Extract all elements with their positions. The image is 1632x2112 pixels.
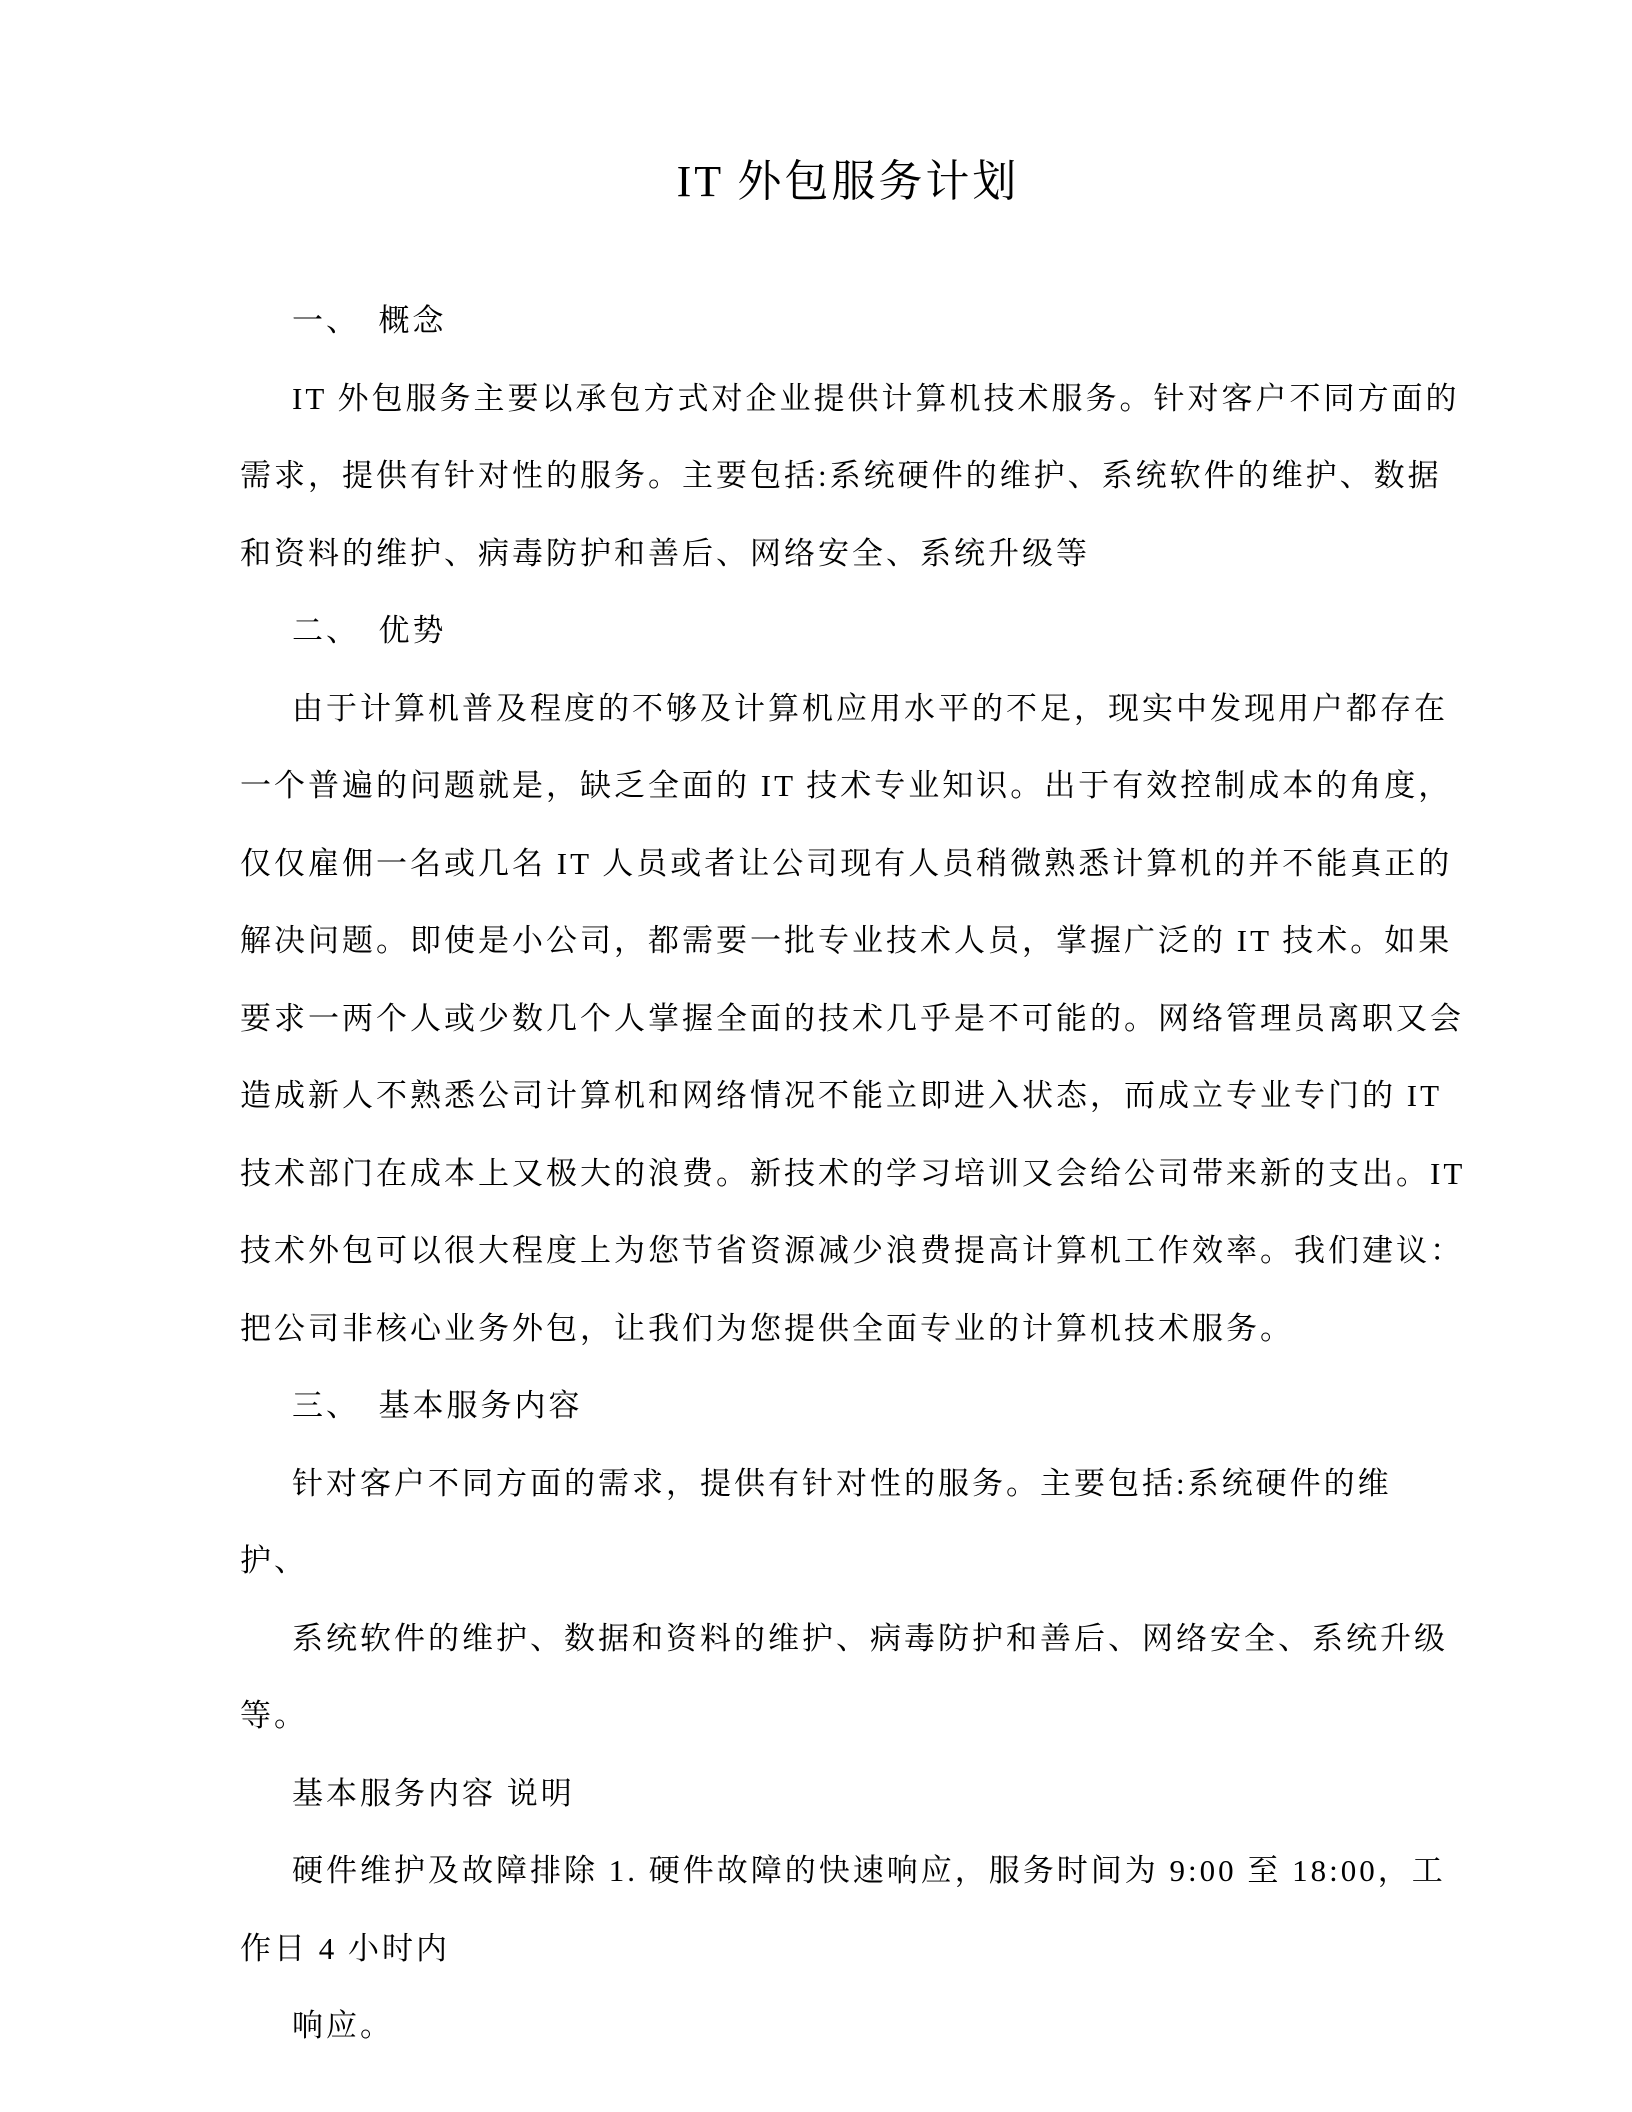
- section-2-line: 仅仅雇佣一名或几名 IT 人员或者让公司现有人员稍微熟悉计算机的并不能真正的: [240, 845, 1453, 881]
- section-3-line: 护、: [240, 1543, 308, 1578]
- section-2-heading: 二、 优势: [292, 613, 447, 648]
- section-1-line: IT 外包服务主要以承包方式对企业提供计算机技术服务。针对客户不同方面的: [292, 380, 1460, 416]
- section-3-line: 针对客户不同方面的需求，提供有针对性的服务。主要包括:系统硬件的维: [292, 1465, 1392, 1501]
- section-3-line: 等。: [240, 1698, 308, 1733]
- section-3-heading: 三、 基本服务内容: [292, 1388, 583, 1423]
- section-3-line: 作日 4 小时内: [240, 1930, 450, 1966]
- section-2-line: 解决问题。即使是小公司，都需要一批专业技术人员，掌握广泛的 IT 技术。如果: [240, 923, 1453, 958]
- section-2-line: 要求一两个人或少数几个人掌握全面的技术几乎是不可能的。网络管理员离职又会: [240, 1000, 1464, 1036]
- section-1-line: 需求，提供有针对性的服务。主要包括:系统硬件的维护、系统软件的维护、数据: [240, 458, 1442, 493]
- section-1-line: 和资料的维护、病毒防护和善后、网络安全、系统升级等: [240, 535, 1090, 571]
- section-2-line: 技术部门在成本上又极大的浪费。新技术的学习培训又会给公司带来新的支出。IT: [240, 1155, 1466, 1191]
- section-3-line: 硬件维护及故障排除 1. 硬件故障的快速响应，服务时间为 9:00 至 18:00，工: [292, 1853, 1446, 1888]
- title-spacer: [240, 224, 1456, 282]
- section-2-line: 技术外包可以很大程度上为您节省资源减少浪费提高计算机工作效率。我们建议：: [240, 1233, 1464, 1268]
- document-title: IT 外包服务计划: [676, 157, 1020, 206]
- section-3-line: 系统软件的维护、数据和资料的维护、病毒防护和善后、网络安全、系统升级: [292, 1620, 1448, 1656]
- section-2-line: 把公司非核心业务外包，让我们为您提供全面专业的计算机技术服务。: [240, 1310, 1294, 1346]
- section-3-line: 基本服务内容 说明: [292, 1775, 575, 1811]
- section-3-line: 响应。: [292, 2008, 394, 2043]
- section-2-line: 一个普遍的问题就是，缺乏全面的 IT 技术专业知识。出于有效控制成本的角度，: [240, 768, 1453, 803]
- section-2-line: 造成新人不熟悉公司计算机和网络情况不能立即进入状态，而成立专业专门的 IT: [240, 1078, 1443, 1113]
- section-2-line: 由于计算机普及程度的不够及计算机应用水平的不足，现实中发现用户都存在: [292, 690, 1448, 726]
- section-1-heading: 一、 概念: [292, 303, 447, 338]
